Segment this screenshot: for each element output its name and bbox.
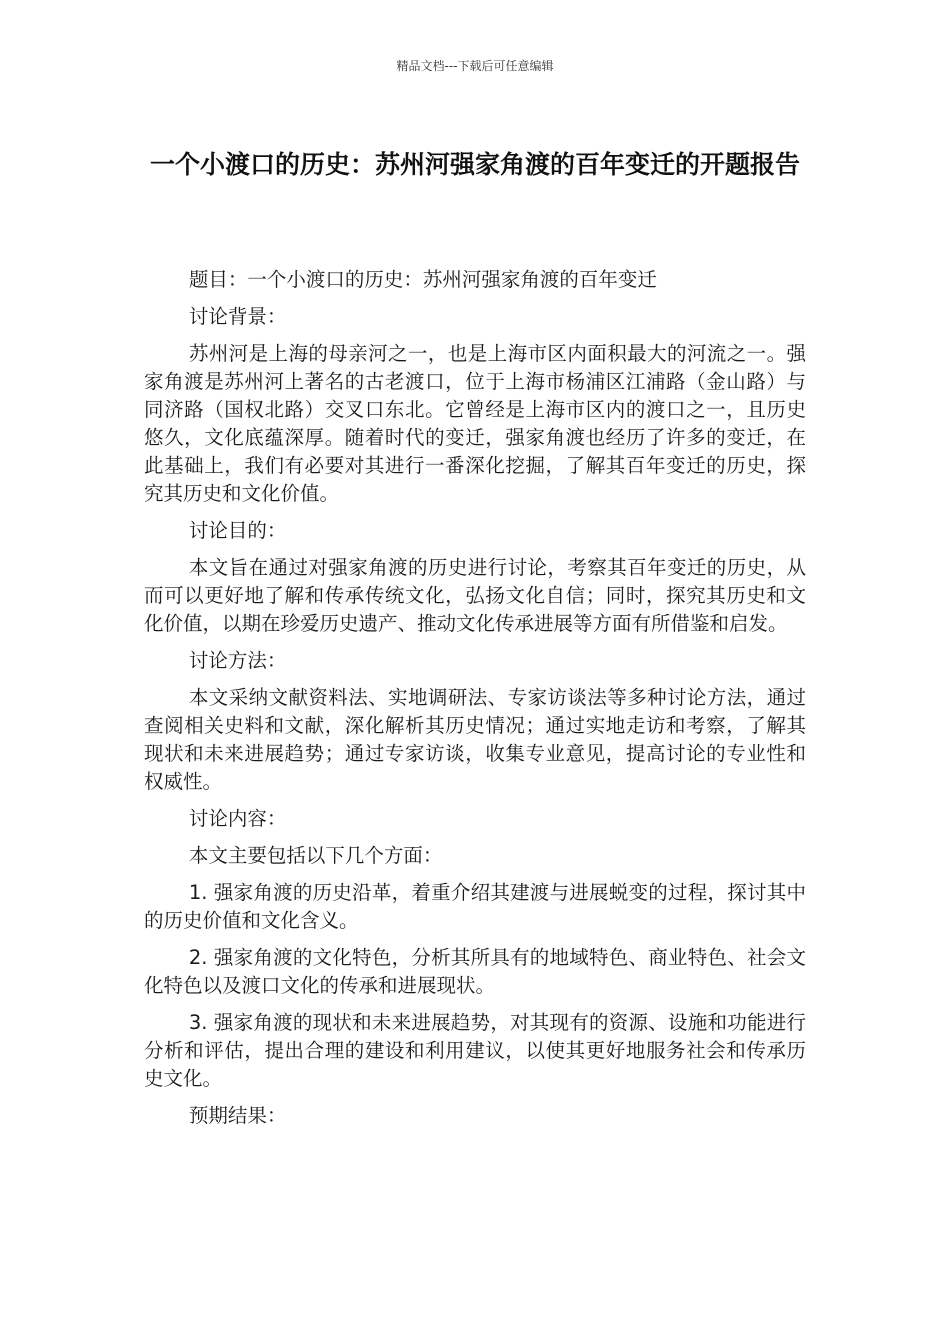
content-intro: 本文主要包括以下几个方面： (188, 844, 443, 867)
section-heading-background: 讨论背景： (188, 305, 287, 328)
topic-line: 题目：一个小渡口的历史：苏州河强家角渡的百年变迁 (188, 268, 657, 291)
content-item-3: 3. 强家角渡的现状和未来进展趋势，对其现有的资源、设施和功能进行分析和评估，提出合理的建设和利用建议，以使其更好地服务社会和传承历史文化。 (144, 1011, 806, 1090)
page-header-note: 精品文档---下载后可任意编辑 (396, 59, 554, 73)
method-paragraph: 本文采纳文献资料法、实地调研法、专家访谈法等多种讨论方法，通过查阅相关史料和文献，深化解析其历史情况；通过实地走访和考察，了解其现状和未来进展趋势；通过专家访谈，收集专业意见，提高讨论的专业性和权威性。 (144, 686, 806, 793)
section-heading-purpose: 讨论目的： (188, 519, 287, 542)
section-heading-expected-results: 预期结果： (188, 1104, 287, 1127)
content-item-2: 2. 强家角渡的文化特色，分析其所具有的地域特色、商业特色、社会文化特色以及渡口文化的传承和进展现状。 (144, 946, 806, 997)
document-title: 一个小渡口的历史：苏州河强家角渡的百年变迁的开题报告 (149, 150, 800, 179)
content-item-1: 1. 强家角渡的历史沿革，着重介绍其建渡与进展蜕变的过程，探讨其中的历史价值和文化含义。 (144, 881, 806, 932)
document-body (144, 266, 806, 1139)
section-heading-method: 讨论方法： (188, 649, 287, 672)
background-paragraph: 苏州河是上海的母亲河之一，也是上海市区内面积最大的河流之一。强家角渡是苏州河上著名的古老渡口，位于上海市杨浦区江浦路（金山路）与同济路（国权北路）交叉口东北。它曾经是上海市区内的渡口之一，且历史悠久，文化底蕴深厚。随着时代的变迁，强家角渡也经历了许多的变迁，在此基础上，我们有必要对其进行一番深化挖掘，了解其百年变迁的历史，探究其历史和文化价值。 (144, 342, 806, 505)
section-heading-content: 讨论内容： (188, 807, 287, 830)
purpose-paragraph: 本文旨在通过对强家角渡的历史进行讨论，考察其百年变迁的历史，从而可以更好地了解和传承传统文化，弘扬文化自信；同时，探究其历史和文化价值，以期在珍爱历史遗产、推动文化传承进展等方面有所借鉴和启发。 (144, 556, 806, 635)
